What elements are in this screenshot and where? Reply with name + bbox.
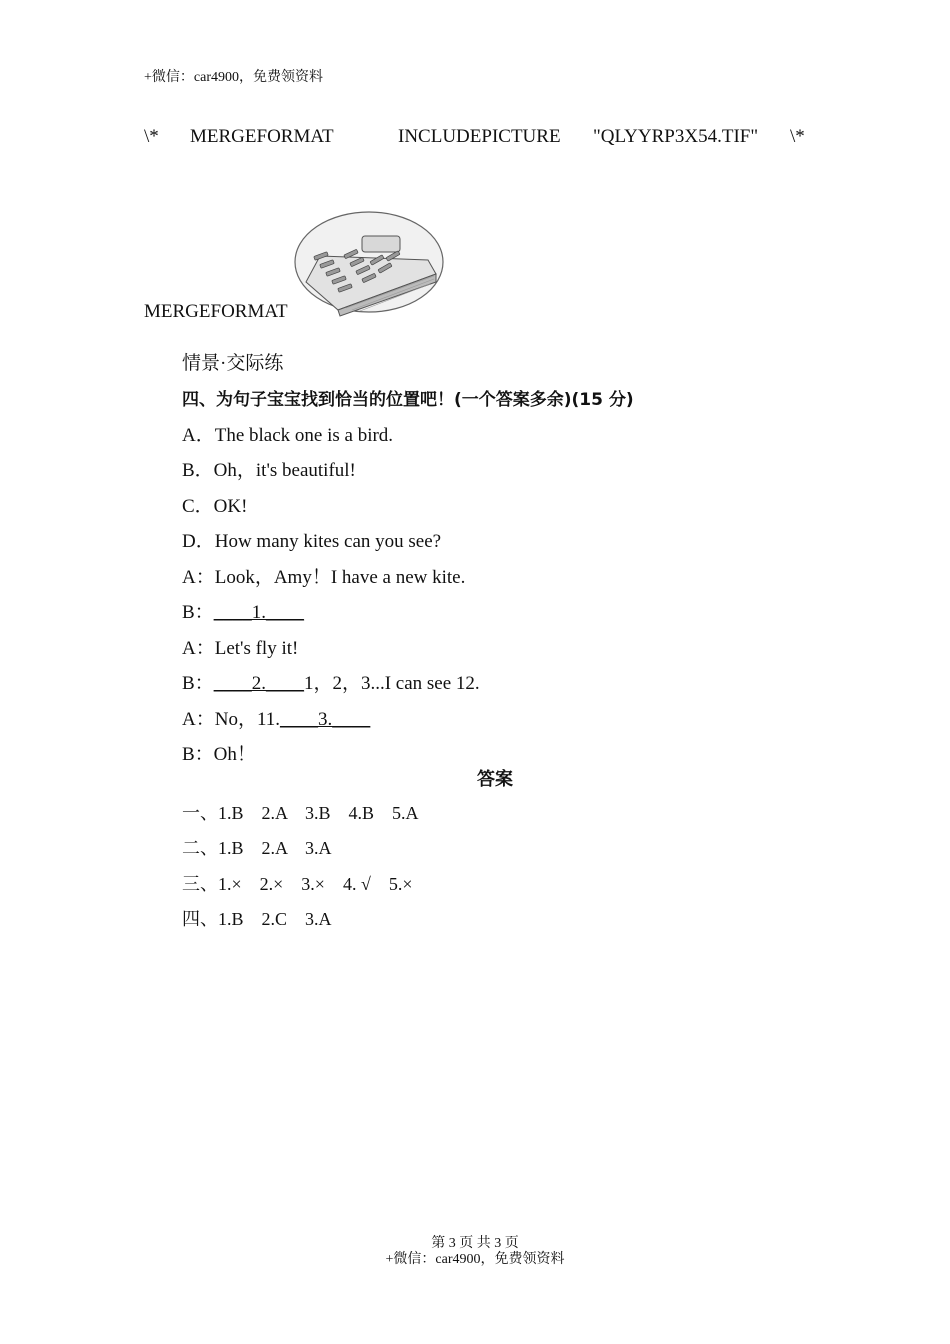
blank-3: ____3.____ [280, 709, 371, 730]
section-heading: 四、为句子宝宝找到恰当的位置吧！(一个答案多余)(15 分) [182, 390, 634, 410]
blank-2: ____2.____ [213, 673, 304, 694]
dialogue-line-5 [182, 704, 370, 731]
answers-title: 答案 [477, 769, 513, 790]
footer-watermark: +微信：car4900，免费领资料 [385, 1252, 565, 1267]
dialogue-line-6: B：Oh！ [182, 744, 256, 765]
dialogue-text: 1，2，3...I can see 12. [303, 673, 480, 694]
blank-1: ____1.____ [213, 602, 304, 623]
field-code-backslash: \* [144, 126, 159, 147]
dialogue-line-4 [182, 668, 480, 695]
dialogue-line-3: A：Let's fly it! [182, 638, 299, 659]
answer-row-4: 四、1.B 2.C 3.A [182, 909, 332, 929]
dialogue-speaker: B： [182, 673, 214, 694]
section-subtitle: 情景·交际练 [182, 353, 284, 374]
field-code-filename: "QLYYRP3X54.TIF" [593, 126, 759, 147]
answer-row-3: 三、1.× 2.× 3.× 4. √ 5.× [182, 874, 413, 894]
answer-row-2: 二、1.B 2.A 3.A [182, 838, 332, 858]
option-b: B．Oh，it's beautiful! [182, 460, 356, 481]
field-code-mergeformat-2: MERGEFORMAT [144, 301, 288, 322]
dialogue-line-1: A：Look，Amy！I have a new kite. [182, 567, 466, 588]
dialogue-text: A：No，11. [182, 709, 280, 730]
option-c: C．OK! [182, 496, 248, 517]
field-code-mergeformat: MERGEFORMAT [190, 126, 334, 147]
header-watermark: +微信：car4900，免费领资料 [144, 70, 323, 85]
page-number: 第 3 页 共 3 页 [431, 1236, 519, 1251]
dialogue-line-2 [182, 597, 304, 624]
option-d: D．How many kites can you see? [182, 531, 442, 552]
crayons-illustration [290, 210, 448, 318]
dialogue-speaker: B： [182, 602, 214, 623]
answer-row-1: 一、1.B 2.A 3.B 4.B 5.A [182, 803, 419, 823]
option-a: A．The black one is a bird. [182, 425, 394, 446]
field-code-backslash-2: \* [790, 126, 805, 147]
field-code-includepicture: INCLUDEPICTURE [398, 126, 561, 147]
